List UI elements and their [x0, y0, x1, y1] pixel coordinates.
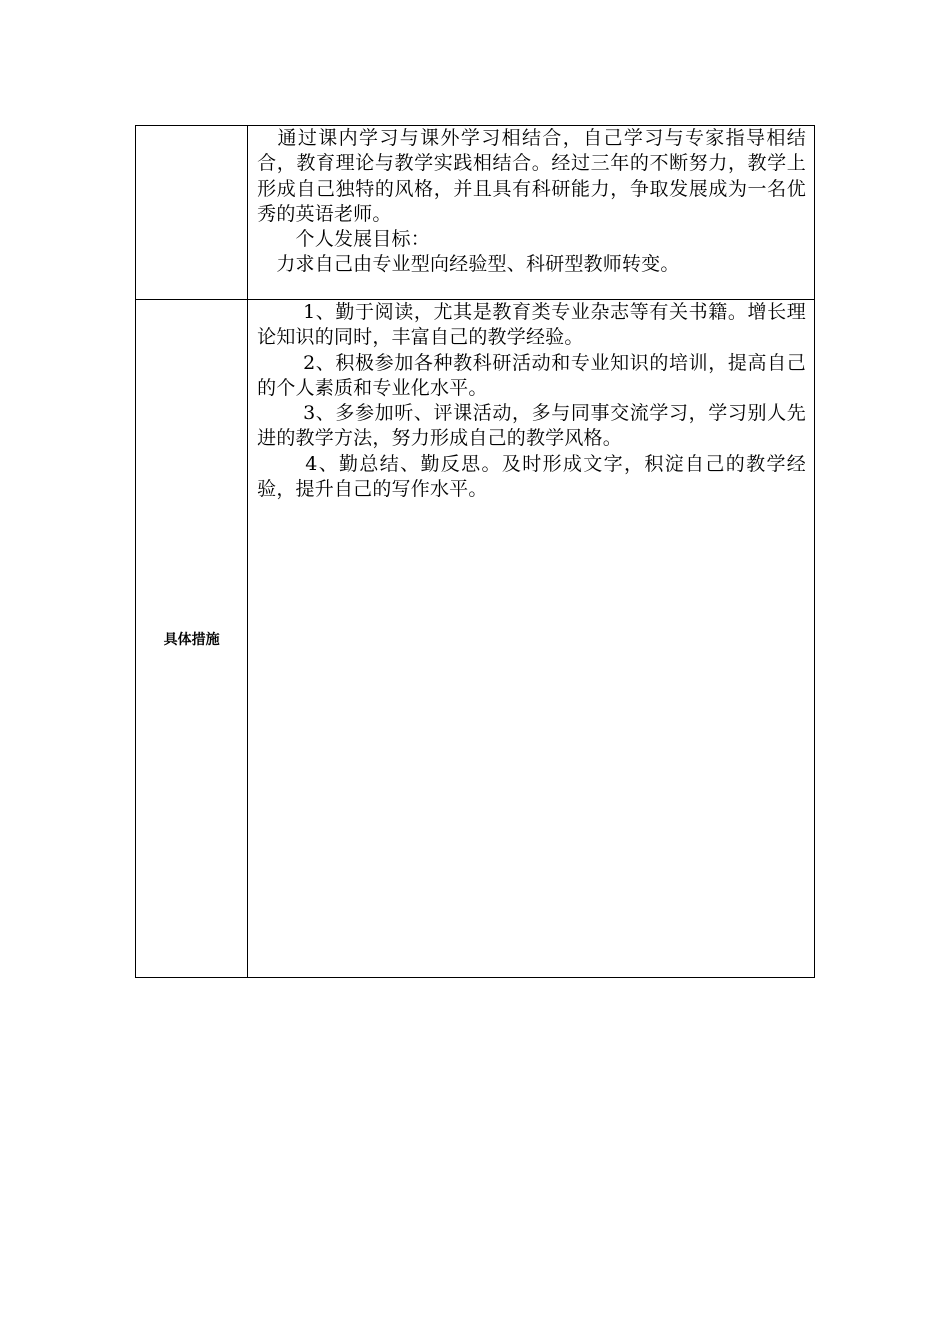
table-row-goals [136, 126, 815, 300]
goals-paragraph-3: 力求自己由专业型向经验型、科研型教师转变。 [257, 253, 680, 276]
measure-item-3: 3、多参加听、评课活动，多与同事交流学习，学习别人先进的教学方法，努力形成自己的教学风格。 [257, 402, 806, 450]
measure-item-1: 1、勤于阅读，尤其是教育类专业杂志等有关书籍。增长理论知识的同时，丰富自己的教学经验。 [257, 301, 806, 349]
measure-item-2: 2、积极参加各种教科研活动和专业知识的培训，提高自己的个人素质和专业化水平。 [257, 351, 806, 399]
goals-paragraph-2: 个人发展目标： [257, 228, 430, 251]
table-row-measures [136, 300, 815, 978]
row-label-empty [136, 126, 248, 300]
goals-text-block [257, 126, 806, 278]
measures-text-block [257, 300, 806, 502]
plan-table [135, 125, 815, 978]
goals-paragraph-1: 通过课内学习与课外学习相结合，自己学习与专家指导相结合，教育理论与教学实践相结合。经过三年的不断努力，教学上形成自己独特的风格，并且具有科研能力，争取发展成为一名优秀的英语老师。 [257, 127, 806, 225]
goals-cell [248, 126, 815, 300]
measures-cell [248, 300, 815, 978]
row-label-measures: 具体措施 [136, 300, 248, 978]
measure-item-4: 4、勤总结、勤反思。及时形成文字，积淀自己的教学经验，提升自己的写作水平。 [257, 452, 806, 501]
